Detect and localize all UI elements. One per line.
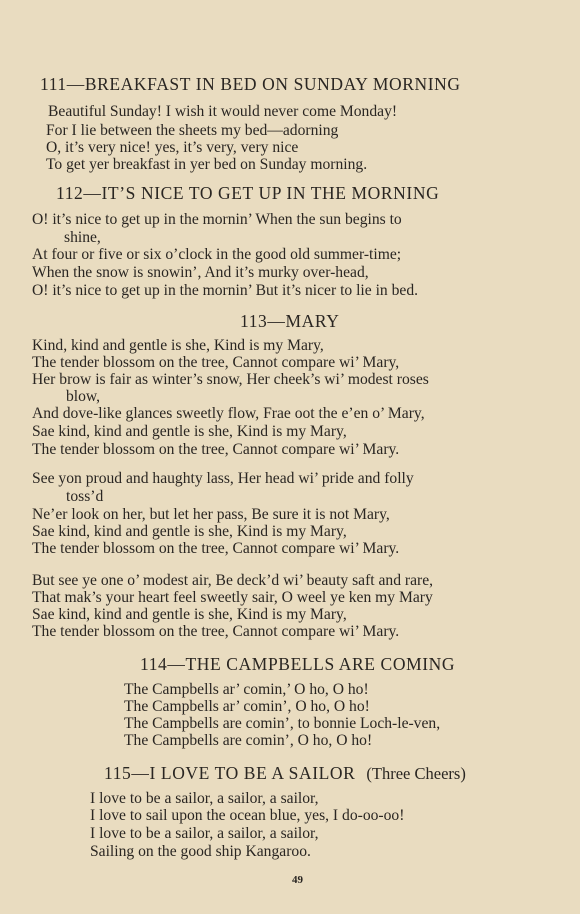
lyric-line: The Campbells ar’ comin,’ O ho, O ho! (124, 681, 369, 698)
song-title-114: 114—THE CAMPBELLS ARE COMING (140, 654, 456, 674)
lyric-line: O! it’s nice to get up in the mornin’ When the sun begins to (32, 211, 402, 228)
lyric-line: Sae kind, kind and gentle is she, Kind is my Mary, (32, 523, 347, 540)
lyric-line: The tender blossom on the tree, Cannot compare wi’ Mary. (32, 623, 400, 640)
lyric-line: The Campbells are comin’, O ho, O ho! (124, 732, 373, 749)
lyric-line: Sailing on the good ship Kangaroo. (90, 843, 311, 860)
lyric-line: The tender blossom on the tree, Cannot compare wi’ Mary. (32, 441, 400, 458)
lyric-line: But see ye one o’ modest air, Be deck’d wi’ beauty saft and rare, (32, 572, 434, 589)
lyric-line: Beautiful Sunday! I wish it would never come Monday! (48, 103, 398, 120)
song-title-115-note: (Three Cheers) (366, 764, 466, 783)
lyric-line: I love to be a sailor, a sailor, a sailor, (90, 825, 319, 842)
lyric-line: Her brow is fair as winter’s snow, Her cheek’s wi’ modest roses (32, 371, 429, 388)
lyric-line: O! it’s nice to get up in the mornin’ But it’s nicer to lie in bed. (32, 282, 419, 299)
song-title-113: 113—MARY (240, 311, 340, 331)
lyric-line: I love to sail upon the ocean blue, yes, I do-oo-oo! (90, 807, 405, 824)
lyric-line: For I lie between the sheets my bed—adorning (46, 122, 339, 139)
song-title-112: 112—IT’S NICE TO GET UP IN THE MORNING (56, 183, 440, 203)
song-title-115 (104, 763, 466, 784)
lyric-line: When the snow is snowin’, And it’s murky over-head, (32, 264, 369, 281)
lyric-line: The tender blossom on the tree, Cannot compare wi’ Mary, (32, 354, 400, 371)
page-number: 49 (292, 874, 303, 886)
lyric-line: shine, (64, 229, 101, 246)
lyric-line: The Campbells are comin’, to bonnie Loch-le-ven, (124, 715, 441, 732)
lyric-line: At four or five or six o’clock in the good old summer-time; (32, 246, 402, 263)
lyric-line: And dove-like glances sweetly flow, Frae oot the e’en o’ Mary, (32, 405, 425, 422)
lyric-line: blow, (66, 388, 101, 405)
lyric-line: That mak’s your heart feel sweetly sair, O weel ye ken my Mary (32, 589, 433, 606)
lyric-line: Sae kind, kind and gentle is she, Kind is my Mary, (32, 606, 347, 623)
lyric-line: The Campbells ar’ comin’, O ho, O ho! (124, 698, 370, 715)
lyric-line: I love to be a sailor, a sailor, a sailor, (90, 790, 319, 807)
song-title-111: 111—BREAKFAST IN BED ON SUNDAY MORNING (40, 74, 461, 94)
lyric-line: toss’d (66, 488, 104, 505)
lyric-line: To get yer breakfast in yer bed on Sunday morning. (46, 156, 368, 173)
lyric-line: The tender blossom on the tree, Cannot compare wi’ Mary. (32, 540, 400, 557)
lyric-line: Kind, kind and gentle is she, Kind is my Mary, (32, 337, 324, 354)
lyric-line: Ne’er look on her, but let her pass, Be sure it is not Mary, (32, 506, 390, 523)
song-title-115-text: 115—I LOVE TO BE A SAILOR (104, 763, 356, 783)
lyric-line: O, it’s very nice! yes, it’s very, very nice (46, 139, 299, 156)
lyric-line: Sae kind, kind and gentle is she, Kind is my Mary, (32, 423, 347, 440)
lyric-line: See yon proud and haughty lass, Her head wi’ pride and folly (32, 470, 414, 487)
